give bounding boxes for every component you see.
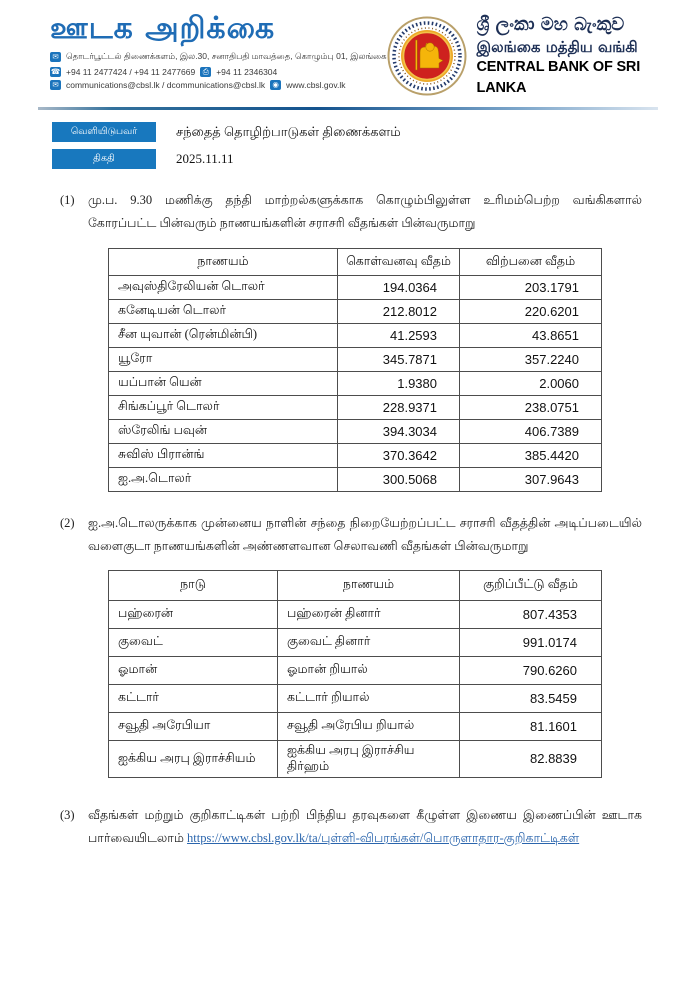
column-header: நாடு bbox=[109, 570, 278, 600]
column-header: விற்பனை வீதம் bbox=[460, 248, 602, 275]
table-cell: ஐக்கிய அரபு இராச்சியம் bbox=[109, 740, 278, 777]
email-icon: ✉ bbox=[50, 80, 61, 90]
email-line bbox=[50, 80, 387, 90]
header-divider-rule bbox=[38, 107, 658, 111]
paragraph-2 bbox=[60, 512, 642, 558]
issuer-label-badge: வெளியிடுபவர் bbox=[52, 122, 156, 142]
email-addresses: communications@cbsl.lk / dcommunications@cbsl.lk bbox=[66, 80, 266, 90]
paragraph-1-number: (1) bbox=[60, 193, 75, 208]
table-cell: 300.5068 bbox=[338, 467, 460, 491]
paragraph-2-text: ஐ.அ.டொலருக்காக முன்னைய நாளின் சந்தை நிறையேற்றப்பட்ட சராசரி வீதத்தின் அடிப்படையில் வளைகுடா நாணயங்களின் அண்ணளவான செலாவணி வீதங்கள் பின்வருமாறு bbox=[88, 515, 642, 553]
table-row bbox=[109, 656, 602, 684]
table-cell: 41.2593 bbox=[338, 323, 460, 347]
bank-name-block bbox=[477, 14, 666, 99]
table-cell: 238.0751 bbox=[460, 395, 602, 419]
address-text: தொடர்பூட்டல் திணைக்களம், இல.30, சனாதிபதி மாவத்தை, கொழும்பு 01, இலங்கை bbox=[66, 51, 387, 61]
bank-name-english: CENTRAL BANK OF SRI LANKA bbox=[476, 58, 641, 96]
table-row bbox=[109, 275, 602, 299]
paragraph-3-text bbox=[88, 804, 642, 850]
table-header-row bbox=[109, 248, 602, 275]
table-cell: ஐக்கிய அரபு இராச்சிய திர்ஹம் bbox=[278, 740, 460, 777]
table-cell: ஸ்ரேலிங் பவுன் bbox=[109, 419, 338, 443]
table-row bbox=[109, 299, 602, 323]
table-cell: 307.9643 bbox=[460, 467, 602, 491]
table-row bbox=[109, 467, 602, 491]
column-header: நாணயம் bbox=[109, 248, 338, 275]
website-text: www.cbsl.gov.lk bbox=[286, 80, 346, 90]
release-date: 2025.11.11 bbox=[176, 151, 234, 167]
bank-identity bbox=[387, 12, 666, 99]
table-cell: 212.8012 bbox=[338, 299, 460, 323]
table-row bbox=[109, 347, 602, 371]
gulf-currency-rates-table bbox=[108, 570, 602, 778]
table-cell: 203.1791 bbox=[460, 275, 602, 299]
cbsl-indicators-link[interactable]: https://www.cbsl.gov.lk/ta/புள்ளி-விபரங்கள்/பொருளாதார-குறிகாட்டிகள் bbox=[187, 830, 580, 845]
paragraph-3 bbox=[60, 804, 642, 850]
paragraph-3-lead: வீதங்கள் மற்றும் குறிகாட்டிகள் பற்றி பிந்திய தரவுகளை கீழுள்ள இணைய இணைப்பின் ஊடாக பார்வையிடலாம் bbox=[88, 807, 642, 845]
date-row bbox=[52, 149, 696, 169]
press-release-title: ஊடக அறிக்கை bbox=[50, 11, 276, 46]
table-cell: 2.0060 bbox=[460, 371, 602, 395]
phone-icon: ☎ bbox=[50, 66, 61, 76]
table-cell: 991.0174 bbox=[460, 628, 602, 656]
release-meta bbox=[52, 122, 696, 169]
table-cell: 790.6260 bbox=[460, 656, 602, 684]
table-cell: 81.1601 bbox=[460, 712, 602, 740]
telegraphic-transfer-rates-table bbox=[108, 248, 602, 492]
contact-block bbox=[50, 12, 387, 90]
bank-name-sinhala: ශ්‍රී ලංකා මහ බැංකුව bbox=[476, 14, 625, 35]
table-row bbox=[109, 600, 602, 628]
table-cell: குவைட் bbox=[109, 628, 278, 656]
table-cell: 394.3034 bbox=[338, 419, 460, 443]
table-cell: கட்டார் bbox=[109, 684, 278, 712]
envelope-icon: ✉ bbox=[50, 52, 61, 62]
table-cell: 220.6201 bbox=[460, 299, 602, 323]
table-cell: ஐ.அ.டொலர் bbox=[109, 467, 338, 491]
table-cell: 357.2240 bbox=[460, 347, 602, 371]
table-cell: அவுஸ்திரேலியன் டொலர் bbox=[109, 275, 338, 299]
table-cell: பஹ்ரைன் bbox=[109, 600, 278, 628]
issuer-row bbox=[52, 122, 696, 142]
table-cell: சவூதி அரேபிய றியால் bbox=[278, 712, 460, 740]
issuer-value: சந்தைத் தொழிற்பாடுகள் திணைக்களம் bbox=[176, 123, 401, 139]
table-cell: ஓமான் றியால் bbox=[278, 656, 460, 684]
table-row bbox=[109, 371, 602, 395]
table-row bbox=[109, 443, 602, 467]
paragraph-1-text: மு.ப. 9.30 மணிக்கு தந்தி மாற்றல்களுக்காக கொழும்பிலுள்ள உரிமம்பெற்ற வங்கிகளால் கோரப்பட்ட பின்வரும் நாணயங்களின் சராசரி வீதங்கள் பின்வருமாறு bbox=[88, 193, 642, 231]
table-cell: சவூதி அரேபியா bbox=[109, 712, 278, 740]
address-line bbox=[50, 51, 387, 63]
table-cell: ஓமான் bbox=[109, 656, 278, 684]
table-cell: 406.7389 bbox=[460, 419, 602, 443]
table-cell: 807.4353 bbox=[460, 600, 602, 628]
table-cell: 43.8651 bbox=[460, 323, 602, 347]
table-cell: கட்டார் றியால் bbox=[278, 684, 460, 712]
table-cell: சுவிஸ் பிரான்ங் bbox=[109, 443, 338, 467]
table-cell: பஹ்ரைன் தினார் bbox=[278, 600, 460, 628]
paragraph-3-number: (3) bbox=[60, 807, 75, 822]
table-row bbox=[109, 628, 602, 656]
bank-name-tamil: இலங்கை மத்திய வங்கி bbox=[476, 37, 638, 56]
table-cell: 385.4420 bbox=[460, 443, 602, 467]
table-cell: யப்பான் யென் bbox=[109, 371, 338, 395]
table-row bbox=[109, 419, 602, 443]
column-header: கொள்வனவு வீதம் bbox=[338, 248, 460, 275]
column-header: குறிப்பீட்டு வீதம் bbox=[460, 570, 602, 600]
date-label-badge: திகதி bbox=[52, 149, 156, 169]
column-header: நாணயம் bbox=[278, 570, 460, 600]
paragraph-2-number: (2) bbox=[60, 515, 75, 530]
cbsl-seal-logo bbox=[387, 16, 467, 96]
masthead bbox=[0, 0, 696, 99]
table-cell: 1.9380 bbox=[338, 371, 460, 395]
table-row bbox=[109, 712, 602, 740]
table-cell: 345.7871 bbox=[338, 347, 460, 371]
table-cell: 370.3642 bbox=[338, 443, 460, 467]
table-cell: கனேடியன் டொலர் bbox=[109, 299, 338, 323]
table-cell: சீன யுவான் (ரென்மின்பி) bbox=[109, 323, 338, 347]
fax-number: +94 11 2346304 bbox=[216, 66, 278, 77]
table-row bbox=[109, 740, 602, 777]
table-cell: 194.0364 bbox=[338, 275, 460, 299]
table-cell: யூரோ bbox=[109, 347, 338, 371]
fax-icon: ⎙ bbox=[200, 67, 211, 77]
table-cell: 83.5459 bbox=[460, 684, 602, 712]
phone-line bbox=[50, 67, 387, 77]
table-cell: 82.8839 bbox=[460, 740, 602, 777]
table-row bbox=[109, 684, 602, 712]
table-header-row bbox=[109, 570, 602, 600]
table-cell: குவைட் தினார் bbox=[278, 628, 460, 656]
table-cell: சிங்கப்பூர் டொலர் bbox=[109, 395, 338, 419]
paragraph-1 bbox=[60, 189, 642, 235]
table-row bbox=[109, 395, 602, 419]
globe-icon: ◉ bbox=[270, 80, 281, 90]
phone-numbers: +94 11 2477424 / +94 11 2477669 bbox=[66, 66, 196, 77]
table-cell: 228.9371 bbox=[338, 395, 460, 419]
table-row bbox=[109, 323, 602, 347]
